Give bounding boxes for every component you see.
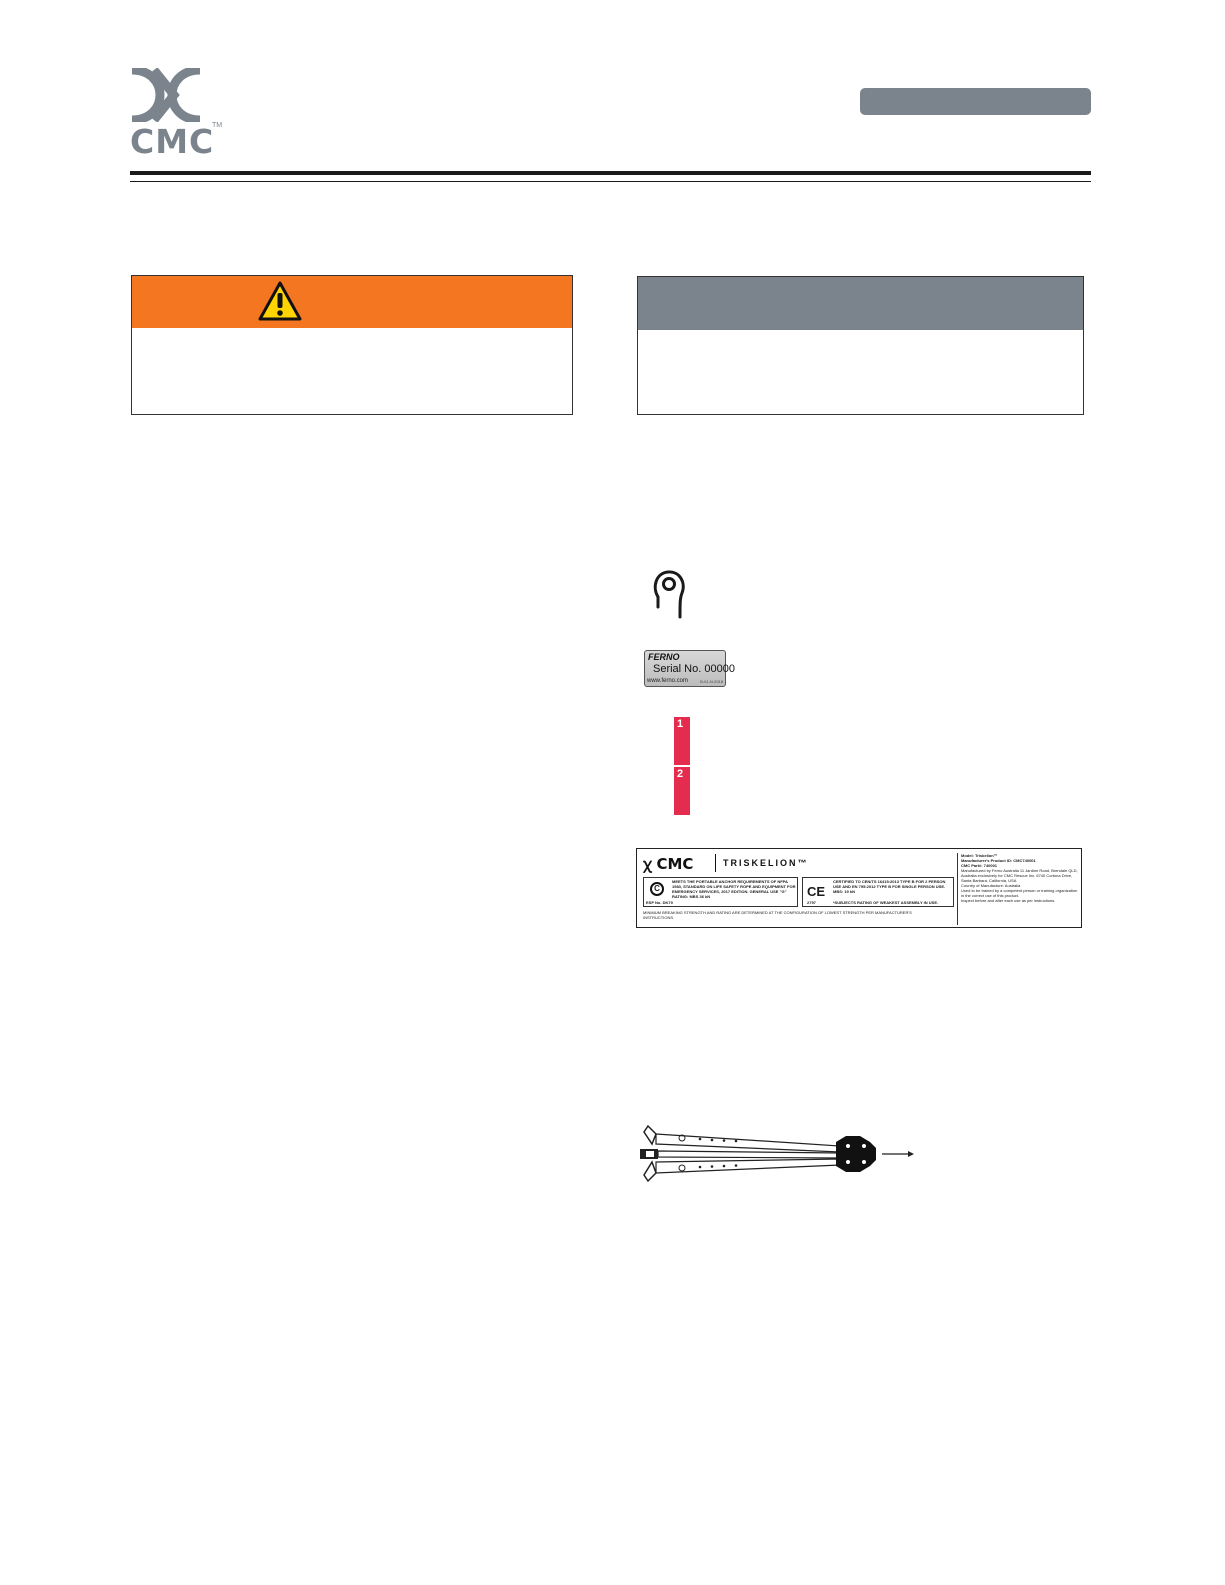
country-text: Country of Manufacture: Australia	[961, 883, 1021, 888]
color-tag-1	[674, 717, 690, 765]
model-text: Model: Triskelion™	[961, 853, 998, 858]
ce-note: *SUBJECTS RATING OF WEAKEST ASSEMBLY IN USE.	[833, 900, 939, 905]
ce-mark: CE	[807, 884, 826, 899]
cmc-mark-icon	[130, 68, 202, 122]
header-rule-thick	[130, 171, 1091, 175]
serial-tag-url: www.ferno.com	[647, 678, 689, 684]
serial-tag-brand: FERNO	[648, 652, 680, 662]
ce-text: CERTIFIED TO CEN/TS 16415:2013 TYPE B FOR 2 PERSON USE AND EN 795:2012 TYPE B FOR SINGLE PERSON USE. MBS: 19 kN	[833, 879, 946, 894]
rope-hook-icon	[650, 567, 692, 619]
product-label-logo: ꭓ CMC	[643, 855, 694, 873]
inspect-text: Inspect before and after each use as per instructions.	[961, 898, 1056, 903]
note-box	[637, 276, 1084, 415]
color-tag-2-label: 2	[677, 768, 684, 780]
product-label-vertical-divider	[957, 853, 958, 925]
ce-number: 2797	[807, 900, 816, 905]
note-header	[638, 277, 1083, 330]
product-label-details	[961, 853, 1079, 903]
warning-triangle-icon	[257, 280, 303, 322]
header-section-pill	[860, 88, 1091, 115]
ce-certification-box	[802, 877, 954, 907]
manufactured-text: Manufactured by Ferno Australia 11 Jardine Road, Brendale QLD, Australia exclusively for CMC Rescue Inc. 6740 Cortona Drive, Santa Barbara, California, USA	[961, 868, 1078, 883]
ul-mark-icon: C	[650, 882, 664, 896]
serial-tag-number: Serial No. 00000	[653, 663, 735, 675]
cmc-logo	[130, 68, 223, 161]
logo-trademark: TM	[212, 122, 223, 129]
tripod-folded-illustration	[640, 1124, 920, 1184]
serial-tag-code: B-01-N-2018	[700, 679, 723, 684]
cmc-part-text: CMC Part#: 740001	[961, 863, 998, 868]
nfpa-text: MEETS THE PORTABLE ANCHOR REQUIREMENTS OF NFPA 1983, STANDARD ON LIFE SAFETY ROPE AND EQUIPMENT FOR EMERGENCY SERVICES, 2017 EDITION. GENERAL USE "G" RATING: MBS 36 kN	[672, 879, 796, 899]
serial-number-tag	[644, 650, 735, 687]
color-tag-1-label: 1	[677, 718, 684, 730]
nfpa-certification-box	[643, 877, 798, 907]
color-tag-2	[674, 767, 690, 815]
header-rule-thin	[130, 181, 1091, 182]
product-id-text: Manufacturer's Product ID: CMC740001	[961, 858, 1036, 863]
ul-text: ESP No. DK79	[646, 900, 673, 905]
product-label-name: TRISKELION™	[723, 858, 809, 868]
logo-wordmark: CMC	[130, 122, 215, 161]
warning-header	[132, 276, 572, 328]
mbs-text: MINIMUM BREAKING STRENGTH AND RATING ARE DETERMINED AT THE CONFIGURATION OF LOWEST STRENGTH PER MANUFACTURER'S INSTRUCTIONS.	[643, 910, 912, 920]
product-label	[636, 848, 1082, 928]
warning-box	[131, 275, 573, 415]
used-by-text: Used to be trained by a competent person or training organization in the correct use of this product.	[961, 888, 1078, 898]
product-label-divider	[715, 854, 716, 872]
